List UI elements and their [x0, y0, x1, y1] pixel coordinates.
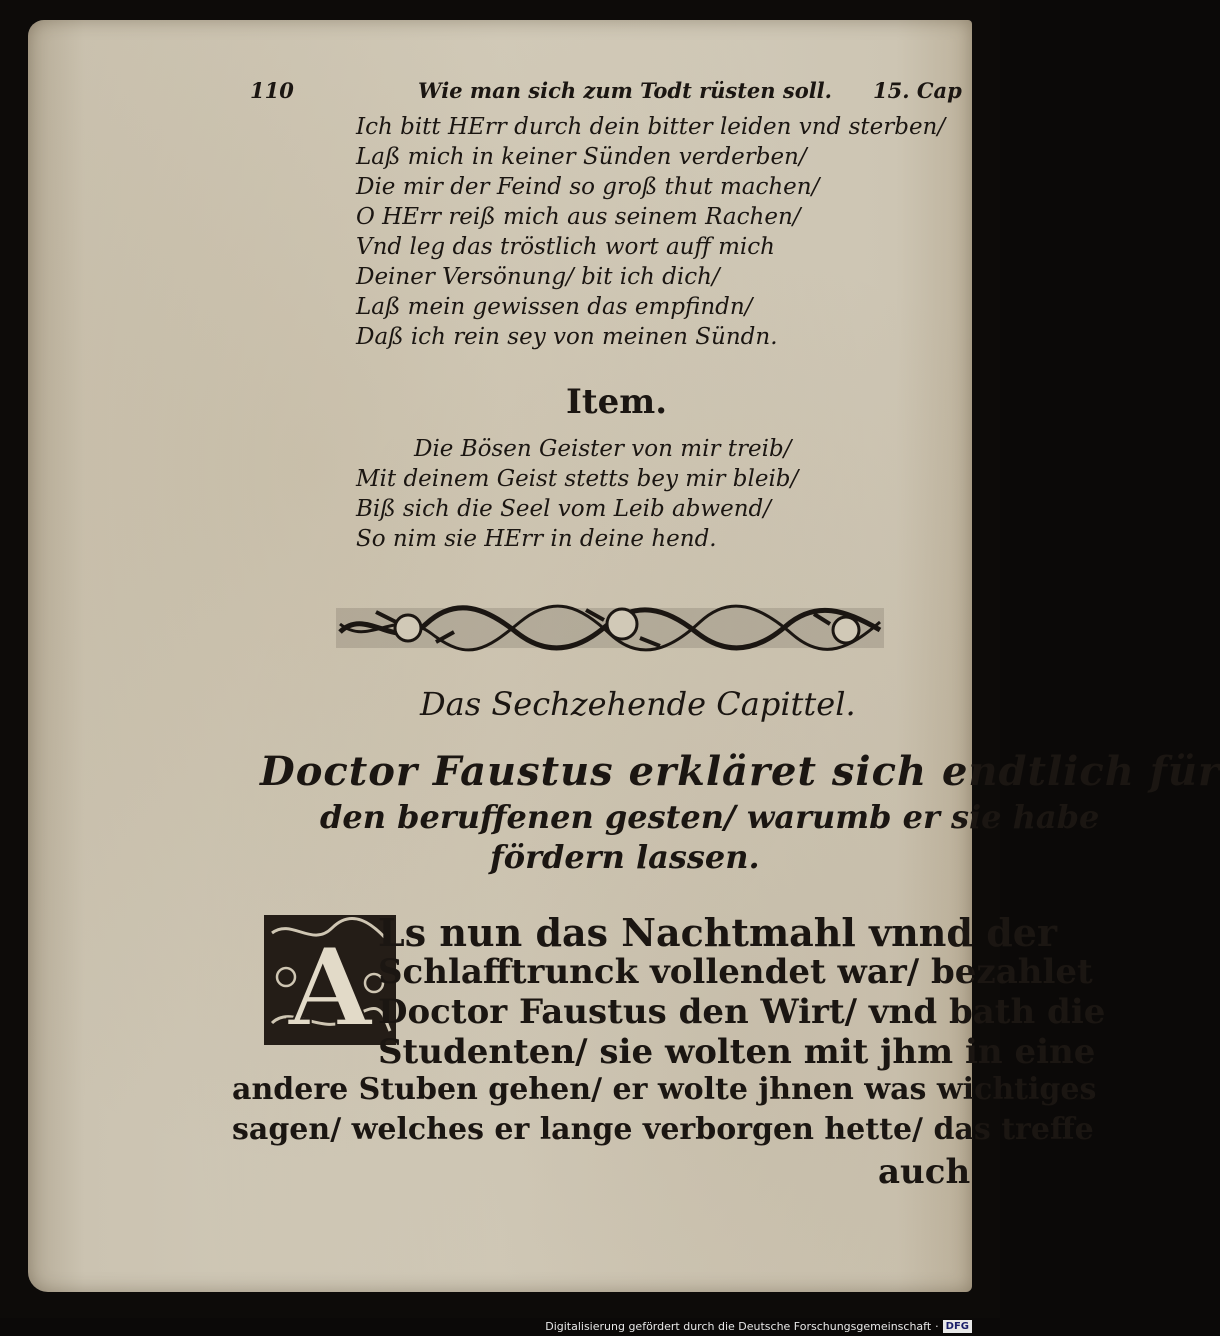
- body-text-line: Ls nun das Nachtmahl vnnd der: [378, 910, 1057, 955]
- verse-line: Laß mein gewissen das empfindn/: [356, 294, 753, 320]
- chapter-title: Das Sechzehende Capittel.: [420, 685, 856, 723]
- verse-line: Die mir der Feind so groß thut machen/: [356, 174, 820, 200]
- chapter-reference: 15. Cap: [873, 78, 962, 103]
- running-title: Wie man sich zum Todt rüsten soll.: [418, 78, 832, 103]
- separator-dot: ·: [935, 1319, 939, 1333]
- book-page: [28, 20, 1220, 1292]
- body-text-line: andere Stuben gehen/ er wolte jhnen was wichtiges: [232, 1072, 1097, 1107]
- verse-line: Die Bösen Geister von mir treib/: [414, 436, 792, 462]
- funding-note: Digitalisierung gefördert durch die Deutsche Forschungsgemeinschaft: [545, 1319, 932, 1333]
- dfg-logo: DFG: [943, 1320, 972, 1333]
- verse-line: Ich bitt HErr durch dein bitter leiden vnd sterben/: [356, 114, 946, 140]
- body-text-line: Doctor Faustus den Wirt/ vnd bath die: [378, 992, 1106, 1032]
- chapter-heading-line: Doctor Faustus erkläret sich endtlich für: [260, 748, 1220, 795]
- body-text-line: Studenten/ sie wolten mit jhm in eine: [378, 1032, 1096, 1072]
- verse-line: Vnd leg das tröstlich wort auff mich: [356, 234, 775, 260]
- verse-line: Daß ich rein sey von meinen Sündn.: [356, 324, 778, 350]
- verse-line: So nim sie HErr in deine hend.: [356, 526, 717, 552]
- verse-line: Mit deinem Geist stetts bey mir bleib/: [356, 466, 799, 492]
- verse-line: O HErr reiß mich aus seinem Rachen/: [356, 204, 801, 230]
- chapter-heading-line: den beruffenen gesten/ warumb er sie habe: [320, 798, 1100, 836]
- chapter-heading-line: fördern lassen.: [490, 838, 760, 876]
- body-text-line: Schlafftrunck vollendet war/ bezahlet: [378, 952, 1093, 992]
- item-heading: Item.: [566, 382, 668, 422]
- initial-letter: A: [288, 925, 372, 1051]
- body-text-line: sagen/ welches er lange verborgen hette/ das treffe: [232, 1112, 1094, 1147]
- footer-credit: [545, 1318, 972, 1334]
- verse-line: Laß mich in keiner Sünden verderben/: [356, 144, 807, 170]
- page-number: 110: [250, 78, 294, 103]
- decorative-ornament-band: [336, 602, 884, 654]
- verse-line: Deiner Versönung/ bit ich dich/: [356, 264, 720, 290]
- verse-line: Biß sich die Seel vom Leib abwend/: [356, 496, 771, 522]
- catchword: auch: [878, 1152, 971, 1192]
